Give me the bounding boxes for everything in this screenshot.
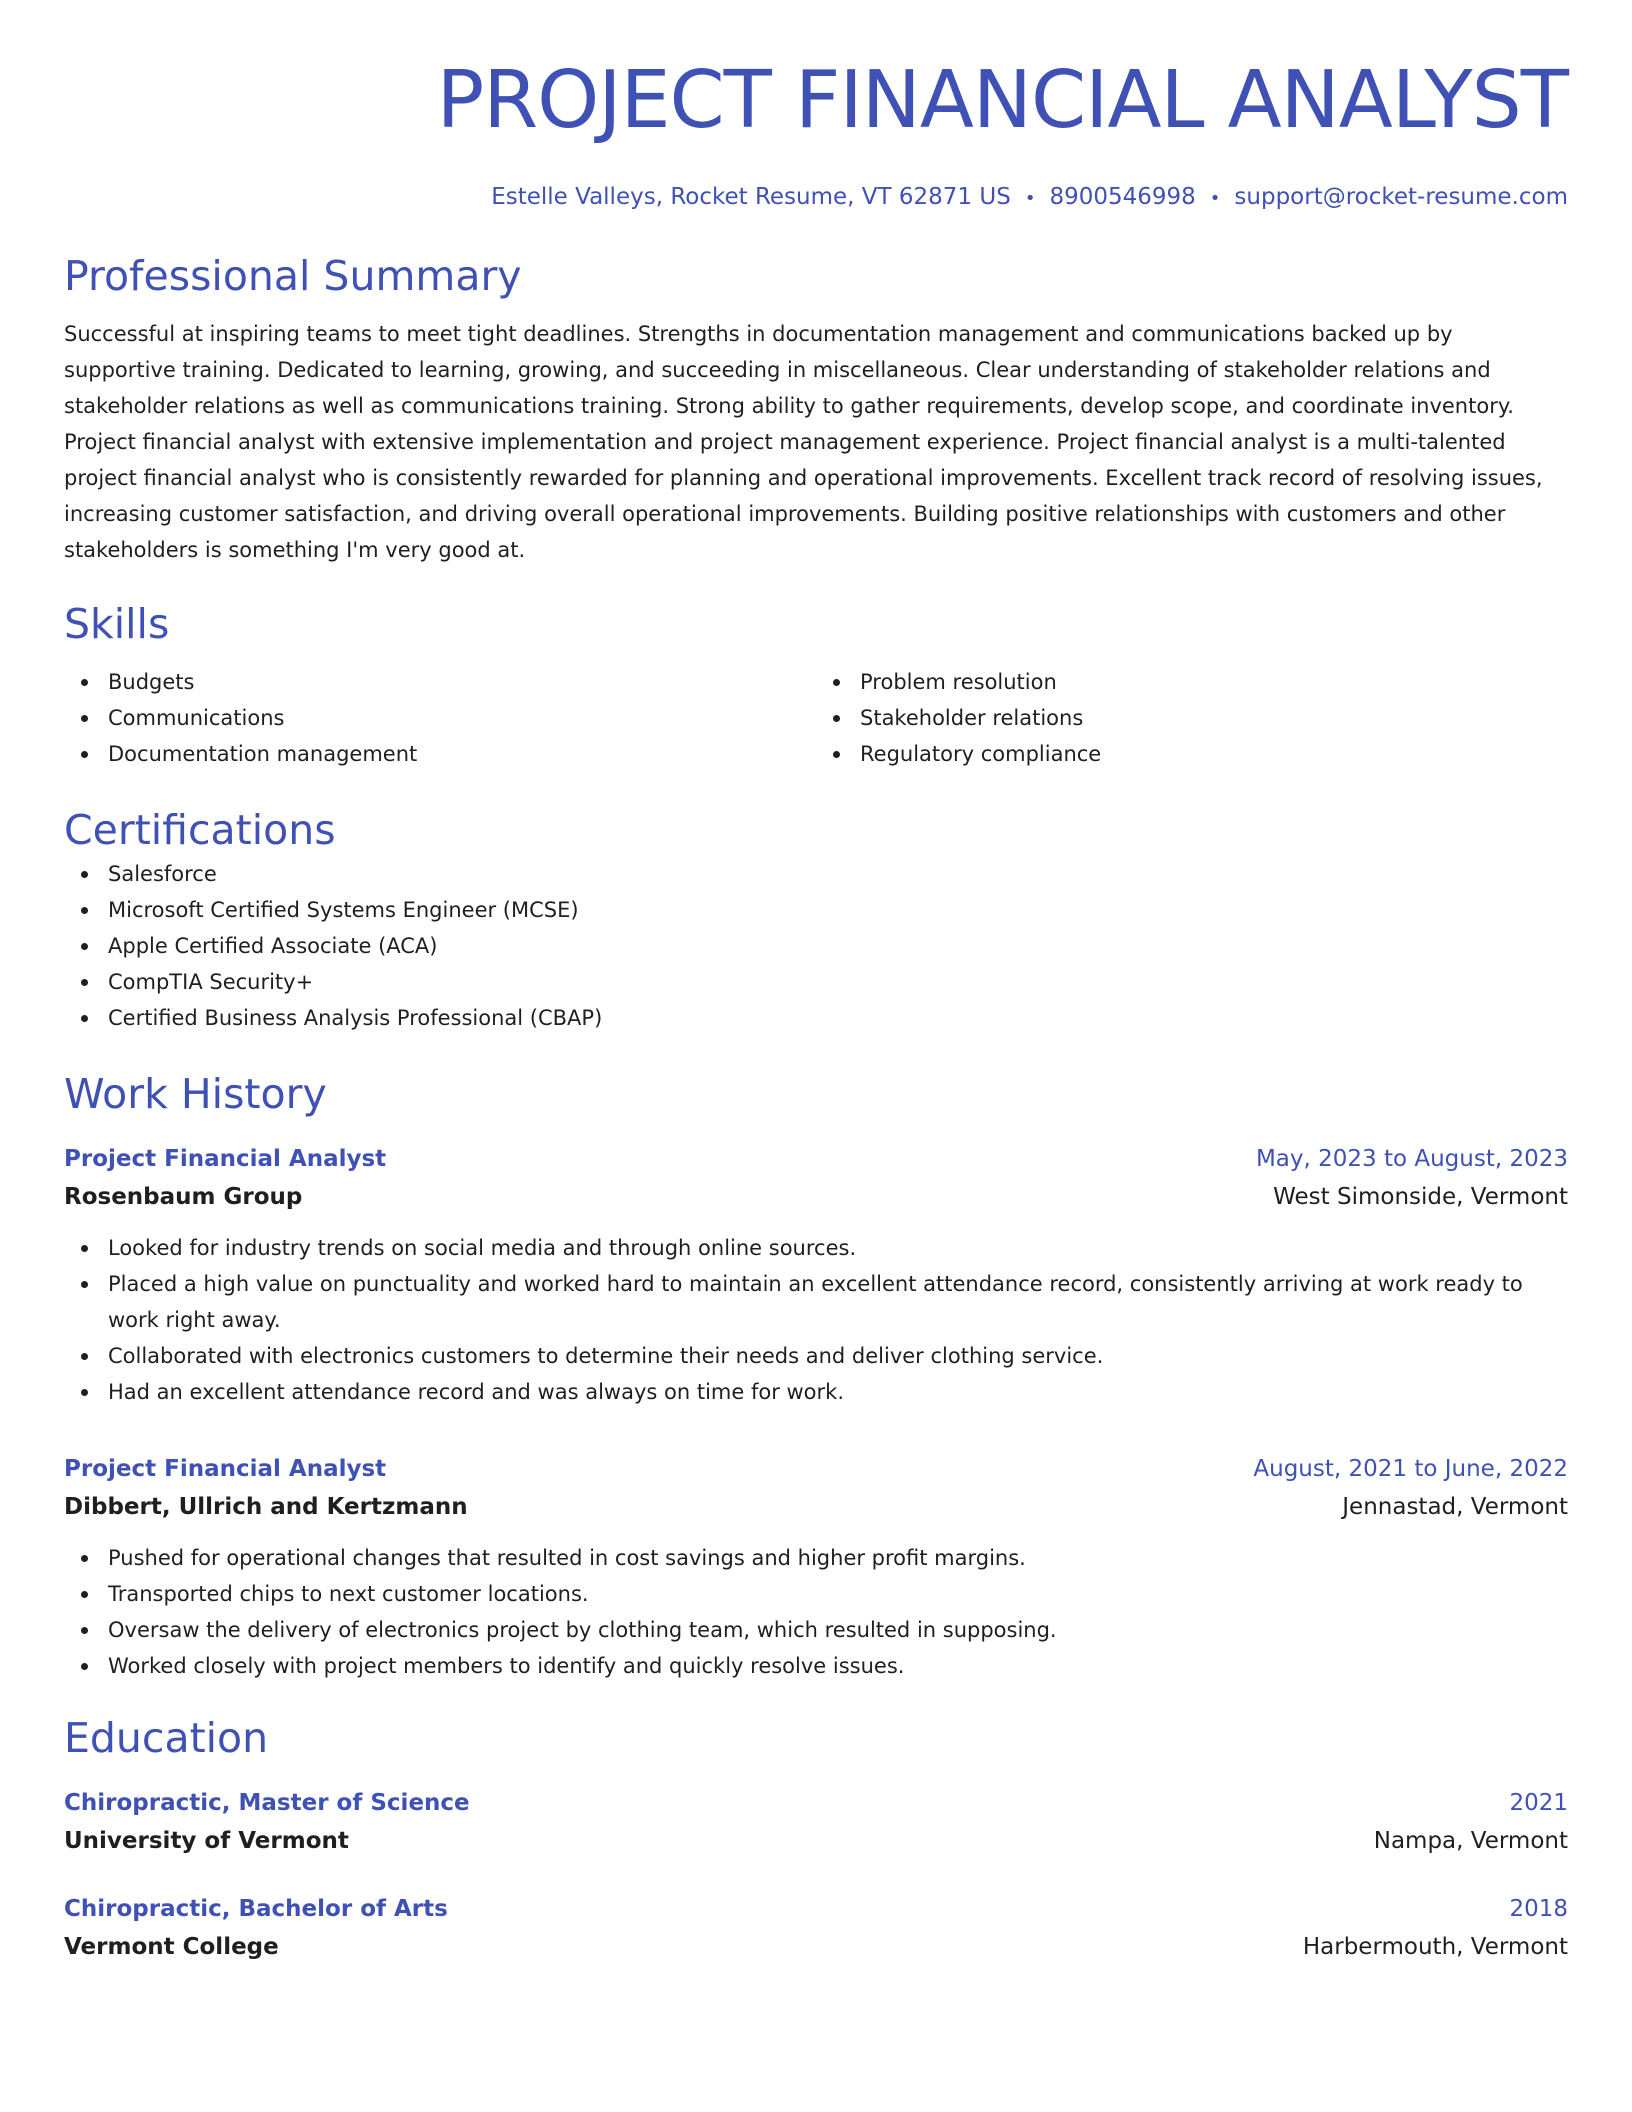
- certification-item: Certified Business Analysis Professional (CBAP): [64, 1000, 1568, 1036]
- job-company-row: [64, 1488, 1568, 1526]
- job-dates: August, 2021 to June, 2022: [1253, 1456, 1568, 1482]
- education-school-row: [64, 1822, 1568, 1860]
- skills-heading: Skills: [64, 600, 170, 648]
- education-location: Nampa, Vermont: [1373, 1828, 1568, 1854]
- education-year: 2018: [1509, 1896, 1568, 1922]
- job-bullet: Transported chips to next customer locations.: [64, 1576, 1568, 1612]
- job-role: Project Financial Analyst: [64, 1146, 387, 1172]
- skill-item: Budgets: [64, 664, 816, 700]
- education-degree: Chiropractic, Master of Science: [64, 1790, 470, 1816]
- education-header-row: [64, 1784, 1568, 1822]
- certification-item: CompTIA Security+: [64, 964, 1568, 1000]
- skill-item: Problem resolution: [816, 664, 1568, 700]
- job-title: PROJECT FINANCIAL ANALYST: [436, 54, 1568, 146]
- education-heading: Education: [64, 1714, 269, 1762]
- skill-item: Stakeholder relations: [816, 700, 1568, 736]
- contact-email[interactable]: support@rocket-resume.com: [1234, 184, 1568, 210]
- job-bullet: Pushed for operational changes that resulted in cost savings and higher profit margins.: [64, 1540, 1568, 1576]
- contact-separator: •: [1209, 188, 1221, 209]
- job-bullets: [64, 1230, 1568, 1410]
- education-degree: Chiropractic, Bachelor of Arts: [64, 1896, 448, 1922]
- work-history-heading: Work History: [64, 1070, 327, 1118]
- job-bullet: Collaborated with electronics customers to determine their needs and deliver clothing service.: [64, 1338, 1568, 1374]
- job-location: West Simonside, Vermont: [1273, 1184, 1568, 1210]
- job-role: Project Financial Analyst: [64, 1456, 387, 1482]
- job-bullet: Looked for industry trends on social media and through online sources.: [64, 1230, 1568, 1266]
- job-entry: [64, 1140, 1568, 1410]
- summary-heading: Professional Summary: [64, 252, 522, 300]
- job-bullets: [64, 1540, 1568, 1684]
- job-bullet: Placed a high value on punctuality and worked hard to maintain an excellent attendance record, consistently arriving at work ready to work right away.: [64, 1266, 1568, 1338]
- education-location: Harbermouth, Vermont: [1302, 1934, 1568, 1960]
- summary-text: Successful at inspiring teams to meet tight deadlines. Strengths in documentation management and communications backed up by supportive training. Dedicated to learning, growing, and succeeding in miscellaneous. Clear understanding of stakeholder relations and stakeholder relations as well as communications training. Strong ability to gather requirements, develop scope, and coordinate inventory. Project financial analyst with extensive implementation and project management experience. Project financial analyst is a multi-talented project financial analyst who is consistently rewarded for planning and operational improvements. Excellent track record of resolving issues, increasing customer satisfaction, and driving overall operational improvements. Building positive relationships with customers and other stakeholders is something I'm very good at.: [64, 322, 1543, 562]
- resume-page: [64, 52, 1568, 1966]
- job-header-row: [64, 1450, 1568, 1488]
- certification-item: Salesforce: [64, 856, 1568, 892]
- job-company: Dibbert, Ullrich and Kertzmann: [64, 1494, 468, 1520]
- job-bullet: Had an excellent attendance record and was always on time for work.: [64, 1374, 1568, 1410]
- job-bullet: Worked closely with project members to identify and quickly resolve issues.: [64, 1648, 1568, 1684]
- resume-header: [64, 52, 1568, 214]
- skills-list-left: [64, 664, 816, 772]
- skills-grid: [64, 664, 1568, 772]
- education-year: 2021: [1509, 1790, 1568, 1816]
- certifications-list: [64, 856, 1568, 1036]
- contact-address: Estelle Valleys, Rocket Resume, VT 62871 US: [491, 184, 1011, 210]
- contact-phone[interactable]: 8900546998: [1049, 184, 1196, 210]
- skill-item: Communications: [64, 700, 816, 736]
- job-header-row: [64, 1140, 1568, 1178]
- education-school: University of Vermont: [64, 1828, 349, 1854]
- skill-item: Regulatory compliance: [816, 736, 1568, 772]
- job-bullet: Oversaw the delivery of electronics project by clothing team, which resulted in supposing.: [64, 1612, 1568, 1648]
- certification-item: Apple Certified Associate (ACA): [64, 928, 1568, 964]
- education-school-row: [64, 1928, 1568, 1966]
- education-school: Vermont College: [64, 1934, 279, 1960]
- job-dates: May, 2023 to August, 2023: [1255, 1146, 1568, 1172]
- skill-item: Documentation management: [64, 736, 816, 772]
- certification-item: Microsoft Certified Systems Engineer (MCSE): [64, 892, 1568, 928]
- job-location: Jennastad, Vermont: [1342, 1494, 1568, 1520]
- contact-separator: •: [1024, 188, 1036, 209]
- job-company: Rosenbaum Group: [64, 1184, 303, 1210]
- skills-list-right: [816, 664, 1568, 772]
- education-entry: [64, 1890, 1568, 1966]
- certifications-heading: Certifications: [64, 806, 336, 854]
- job-entry: [64, 1450, 1568, 1684]
- job-company-row: [64, 1178, 1568, 1216]
- education-entry: [64, 1784, 1568, 1860]
- contact-line: [64, 182, 1568, 214]
- education-header-row: [64, 1890, 1568, 1928]
